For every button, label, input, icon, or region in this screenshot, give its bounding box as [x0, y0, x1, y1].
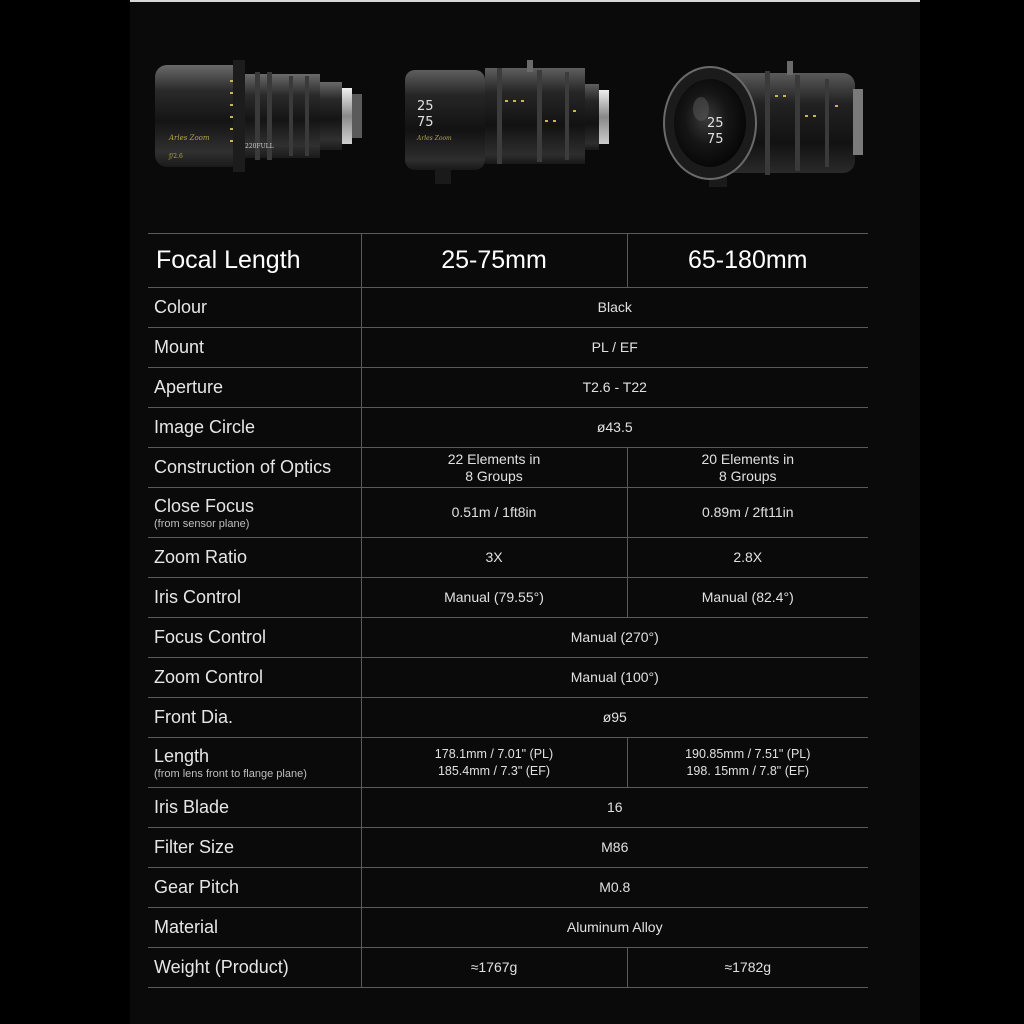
value-line: 185.4mm / 7.3" (EF) [437, 763, 551, 778]
header-row [148, 234, 868, 288]
row-value-b [627, 738, 868, 788]
top-divider [130, 0, 920, 2]
value-line: 22 Elements in [447, 450, 541, 467]
row-label-text: Close Focus [154, 495, 255, 516]
row-label: Aperture [148, 368, 361, 408]
row-label: Iris Blade [148, 788, 361, 828]
row-value-a: ≈1767g [361, 948, 627, 988]
value-line: 198. 15mm / 7.8" (EF) [686, 763, 810, 778]
value-line: 190.85mm / 7.51" (PL) [685, 746, 811, 761]
row-value: T2.6 - T22 [361, 368, 868, 408]
row-value: Manual (270°) [361, 618, 868, 658]
row-value: M86 [361, 828, 868, 868]
row-value-a [361, 448, 627, 488]
svg-text:220FULL: 220FULL [245, 143, 274, 150]
header-col-b: 65-180mm [627, 234, 868, 288]
value-line: 8 Groups [718, 467, 777, 484]
row-value-b: 0.89m / 2ft11in [627, 488, 868, 538]
row-value-a [361, 738, 627, 788]
lens-image-strip [150, 55, 870, 195]
lens-side-view-image [155, 60, 370, 175]
row-value-b: ≈1782g [627, 948, 868, 988]
svg-text:Arles Zoom: Arles Zoom [417, 135, 452, 142]
table-row [148, 908, 868, 948]
row-value-b: Manual (82.4°) [627, 578, 868, 618]
row-label: Image Circle [148, 408, 361, 448]
header-col-a: 25-75mm [361, 234, 627, 288]
table-row [148, 738, 868, 788]
table-row [148, 448, 868, 488]
row-value-b: 2.8X [627, 538, 868, 578]
row-label: Material [148, 908, 361, 948]
lens-side-view-2-image [405, 60, 620, 185]
table-row [148, 868, 868, 908]
row-label: Zoom Control [148, 658, 361, 698]
row-label: Mount [148, 328, 361, 368]
table-row [148, 538, 868, 578]
lens-front-view-image [655, 55, 870, 190]
table-row [148, 948, 868, 988]
table-row [148, 788, 868, 828]
table-row [148, 828, 868, 868]
svg-text:75: 75 [417, 115, 434, 130]
value-line: 20 Elements in [701, 450, 795, 467]
svg-text:25: 25 [707, 116, 724, 131]
row-value: ø43.5 [361, 408, 868, 448]
row-value-a: 3X [361, 538, 627, 578]
row-value: 16 [361, 788, 868, 828]
row-value-b [627, 448, 868, 488]
row-label: Construction of Optics [148, 448, 361, 488]
header-label: Focal Length [148, 234, 361, 288]
row-label: Weight (Product) [148, 948, 361, 988]
row-label: Focus Control [148, 618, 361, 658]
row-value: Black [361, 288, 868, 328]
table-row [148, 408, 868, 448]
value-line: 178.1mm / 7.01" (PL) [434, 746, 554, 761]
svg-text:25: 25 [417, 99, 434, 114]
svg-text:75: 75 [707, 132, 724, 147]
row-value: PL / EF [361, 328, 868, 368]
table-row [148, 488, 868, 538]
table-row [148, 698, 868, 738]
table-row [148, 658, 868, 698]
table-row [148, 288, 868, 328]
row-label: Iris Control [148, 578, 361, 618]
value-line: 8 Groups [465, 467, 523, 484]
table-row [148, 578, 868, 618]
lens-mark: Arles Zoom [169, 134, 210, 142]
table-row [148, 618, 868, 658]
row-value: M0.8 [361, 868, 868, 908]
row-label-subtext: (from lens front to flange plane) [154, 767, 307, 780]
row-label [148, 738, 361, 788]
row-label: Filter Size [148, 828, 361, 868]
row-value-a: Manual (79.55°) [361, 578, 627, 618]
row-label [148, 488, 361, 538]
row-label: Colour [148, 288, 361, 328]
table-row [148, 328, 868, 368]
row-label: Zoom Ratio [148, 538, 361, 578]
row-value-a: 0.51m / 1ft8in [361, 488, 627, 538]
table-row [148, 368, 868, 408]
row-label: Front Dia. [148, 698, 361, 738]
row-label: Gear Pitch [148, 868, 361, 908]
row-value: Manual (100°) [361, 658, 868, 698]
svg-text:ƒ/2.6: ƒ/2.6 [169, 153, 183, 160]
row-label-text: Length [154, 745, 210, 766]
row-value: ø95 [361, 698, 868, 738]
row-label-subtext: (from sensor plane) [154, 517, 250, 530]
row-value: Aluminum Alloy [361, 908, 868, 948]
spec-table [148, 233, 868, 988]
